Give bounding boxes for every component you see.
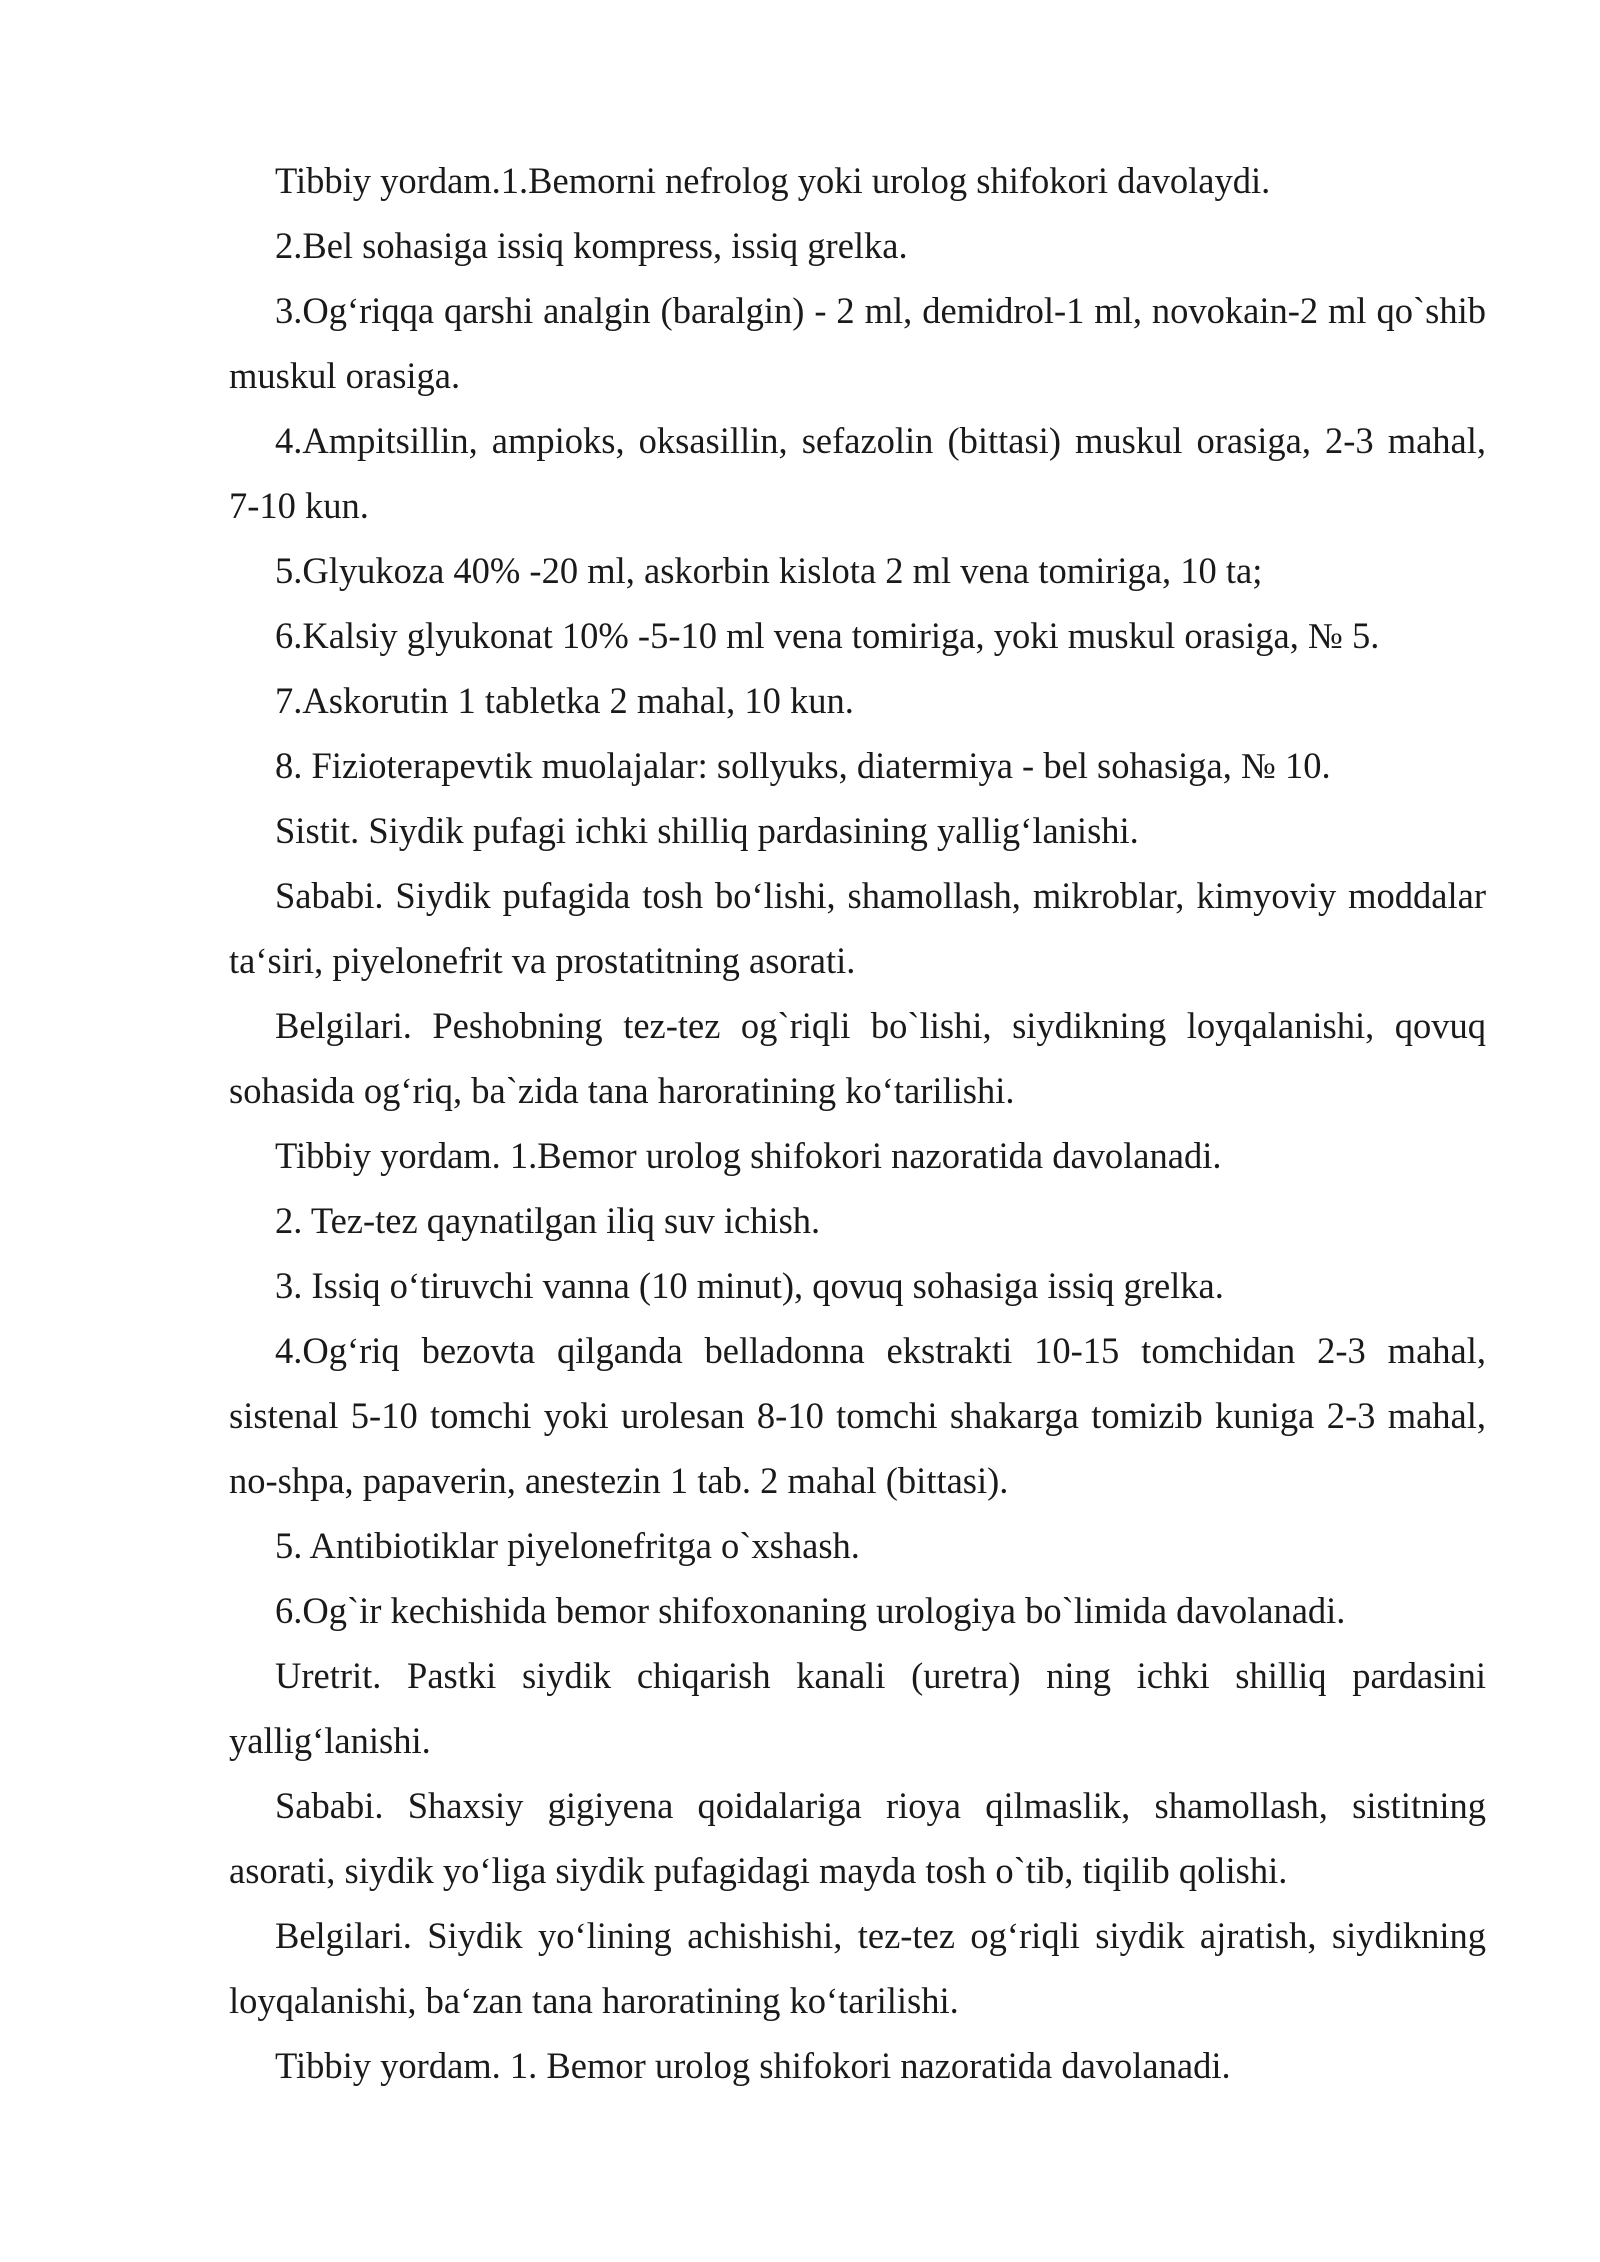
paragraph: Belgilari. Siydik yo‘lining achishishi, tez-tez og‘riqli siydik ajratish, siydikning loyqalanishi, ba‘zan tana haroratining ko‘tarilishi. — [229, 1915, 1486, 2021]
paragraph: 6.Og`ir kechishida bemor shifoxonaning urologiya bo`limida davolanadi. — [275, 1590, 1346, 1631]
paragraph: Tibbiy yordam. 1.Bemor urolog shifokori nazoratida davolanadi. — [275, 1135, 1222, 1176]
paragraph: 3. Issiq o‘tiruvchi vanna (10 minut), qovuq sohasiga issiq grelka. — [275, 1265, 1224, 1306]
paragraph: 8. Fizioterapevtik muolajalar: sollyuks, diatermiya - bel sohasiga, № 10. — [275, 745, 1331, 786]
paragraph: Belgilari. Peshobning tez-tez og`riqli bo`lishi, siydikning loyqalanishi, qovuq sohasida og‘riq, ba`zida tana haroratining ko‘tarilishi. — [229, 1005, 1486, 1111]
paragraph: 5.Glyukoza 40% -20 ml, askorbin kislota 2 ml vena tomiriga, 10 ta; — [275, 550, 1263, 591]
paragraph: Sababi. Shaxsiy gigiyena qoidalariga rioya qilmaslik, shamollash, sistitning asorati, siydik yo‘liga siydik pufagidagi mayda tosh o`tib, tiqilib qolishi. — [229, 1785, 1486, 1891]
paragraph: 4.Ampitsillin, ampioks, oksasillin, sefazolin (bittasi) muskul orasiga, 2-3 mahal, 7-10 kun. — [229, 420, 1486, 526]
paragraph: 6.Kalsiy glyukonat 10% -5-10 ml vena tomiriga, yoki muskul orasiga, № 5. — [275, 615, 1380, 656]
paragraph: Tibbiy yordam.1.Bemorni nefrolog yoki urolog shifokori davolaydi. — [275, 160, 1271, 201]
paragraph: 2. Tez-tez qaynatilgan iliq suv ichish. — [275, 1200, 821, 1241]
paragraph: Tibbiy yordam. 1. Bemor urolog shifokori nazoratida davolanadi. — [275, 2045, 1231, 2086]
paragraph: Sistit. Siydik pufagi ichki shilliq pardasining yallig‘lanishi. — [275, 810, 1139, 851]
paragraph: 7.Askorutin 1 tabletka 2 mahal, 10 kun. — [275, 680, 854, 721]
paragraph: 4.Og‘riq bezovta qilganda belladonna ekstrakti 10-15 tomchidan 2-3 mahal, sistenal 5-10 tomchi yoki urolesan 8-10 tomchi shakarga tomizib kuniga 2-3 mahal, no-shpa, papaverin, anestezin 1 tab. 2 mahal (bittasi). — [229, 1330, 1486, 1501]
paragraph: 2.Bel sohasiga issiq kompress, issiq grelka. — [275, 225, 908, 266]
paragraph: 3.Og‘riqqa qarshi analgin (baralgin) - 2 ml, demidrol-1 ml, novokain-2 ml qo`shib muskul orasiga. — [229, 290, 1486, 396]
document-body — [229, 148, 1486, 2098]
paragraph: 5. Antibiotiklar piyelonefritga o`xshash. — [275, 1525, 860, 1566]
paragraph: Uretrit. Pastki siydik chiqarish kanali (uretra) ning ichki shilliq pardasini yallig‘lanishi. — [229, 1655, 1486, 1761]
paragraph: Sababi. Siydik pufagida tosh bo‘lishi, shamollash, mikroblar, kimyoviy moddalar ta‘siri, piyelonefrit va prostatitning asorati. — [229, 875, 1486, 981]
